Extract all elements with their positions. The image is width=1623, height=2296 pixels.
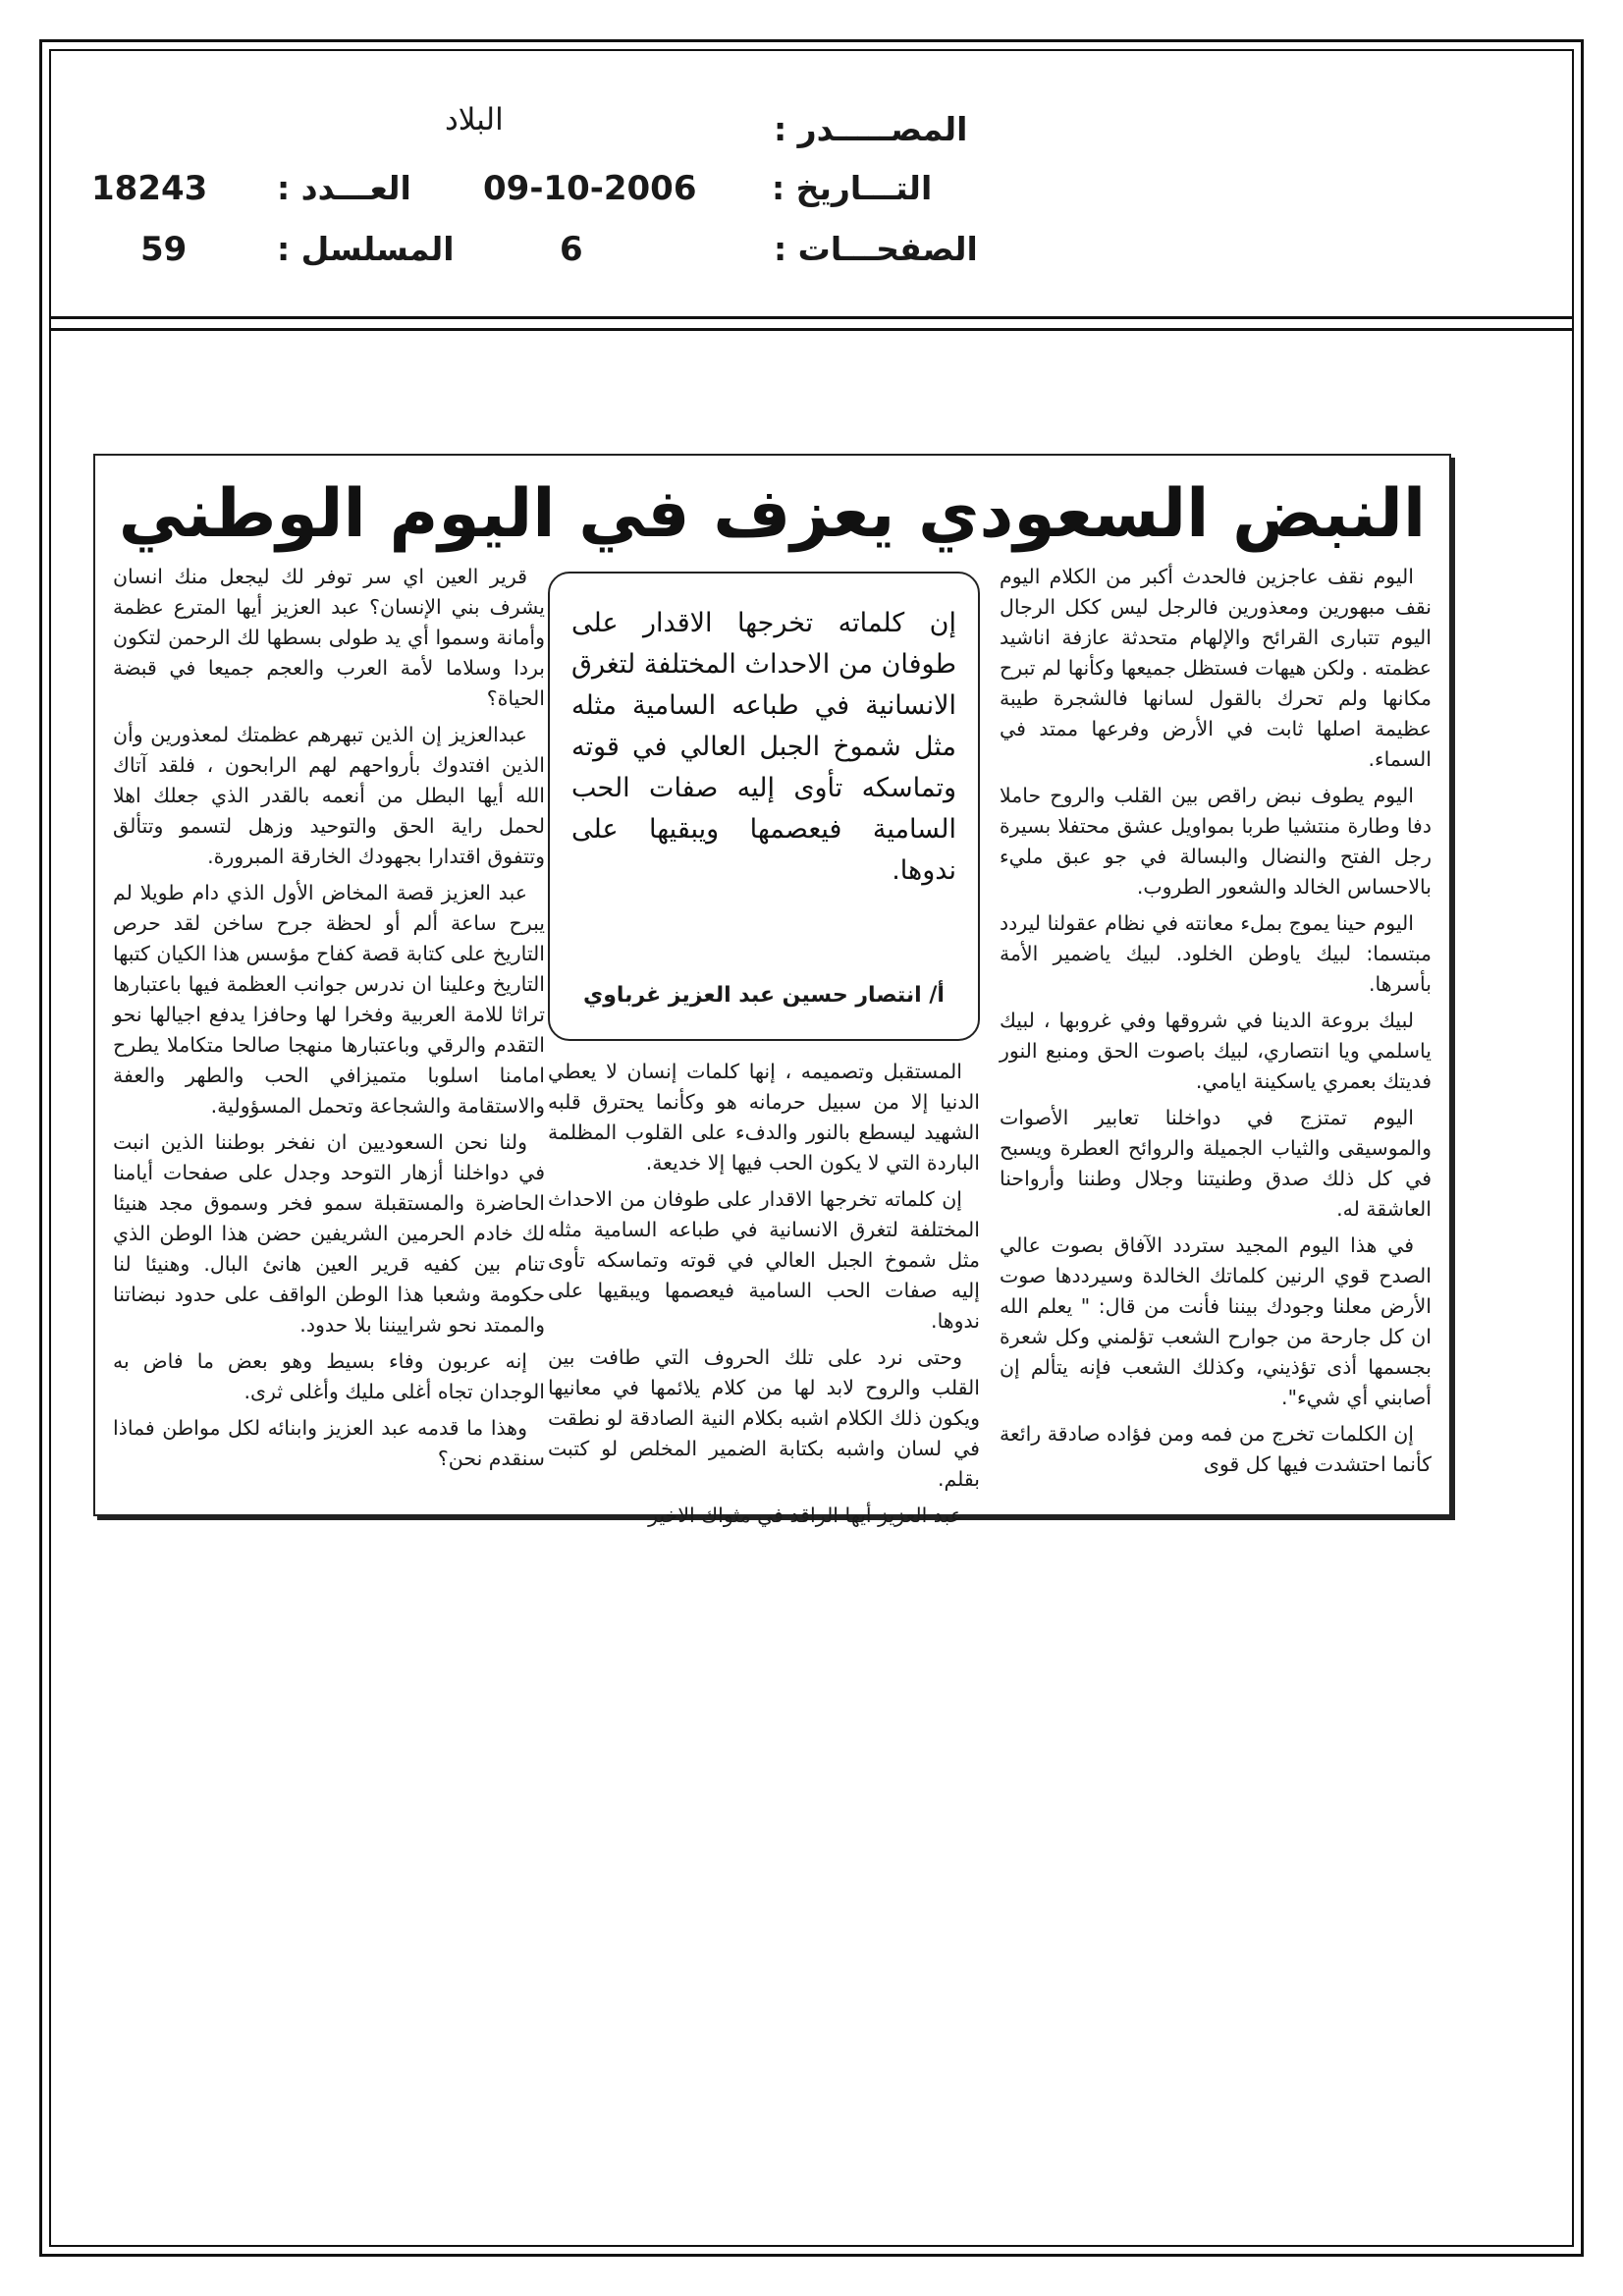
paragraph: اليوم حينا يموج بملء معانته في نظام عقولنا ليردد مبتسما: لبيك ياوطن الخلود. لبيك ياضمير الأمة بأسرها. — [1000, 911, 1432, 996]
paragraph: اليوم نقف عاجزين فالحدث أكبر من الكلام اليوم نقف مبهورين ومعذورين فالرجل ليس ككل الرجال اليوم تتبارى القرائح والإلهام متحدثة عازفة اناشيد عظمته . ولكن هيهات فستظل جميعها وكأنها لم تبرح مكانها ولم تحرك بالقول لسانها فالشجرة طيبة عظيمة اصلها ثابت في الأرض وفرعها ممتد في السماء. — [1000, 565, 1432, 771]
article-column-right — [1000, 562, 1432, 1486]
serial-value: 59 — [140, 230, 188, 269]
header-divider-secondary — [49, 328, 1574, 331]
source-value: البلاد — [445, 102, 504, 137]
article-column-left — [113, 562, 545, 1480]
article-author: أ/ انتصار حسين عبد العزيز غرباوي — [583, 983, 945, 1008]
source-label: المصـــــدر : — [774, 110, 968, 148]
pull-quote-box — [548, 572, 980, 1041]
paragraph: ولنا نحن السعوديين ان نفخر بوطننا الذين انبت في دواخلنا أزهار التوحد وجدل على صفحات أيامنا الحاضرة والمستقبلة سمو فخر وسموق مجد هنيئا لك خادم الحرمين الشريفين حضن هذا الوطن الذي تنام بين كفيه قرير العين هانئ البال. وهنيئا لنا حكومة وشعبا هذا الوطن الواقف على حدود نبضاتنا والممتد نحو شراييننا بلا حدود. — [113, 1130, 545, 1337]
header-divider — [49, 316, 1574, 319]
serial-label: المسلسل : — [277, 230, 455, 268]
article-headline: النبض السعودي يعزف في اليوم الوطني — [118, 475, 1427, 553]
paragraph: إنه عربون وفاء بسيط وهو بعض ما فاض به الوجدان تجاه أغلى مليك وأغلى ثرى. — [113, 1349, 545, 1403]
clipping-shadow-right — [1451, 458, 1455, 1520]
paragraph: وهذا ما قدمه عبد العزيز وابنائه لكل مواطن فماذا سنقدم نحن؟ — [113, 1416, 545, 1470]
issue-label: العـــدد : — [277, 169, 411, 207]
paragraph: قرير العين اي سر توفر لك ليجعل منك انسان يشرف بني الإنسان؟ عبد العزيز أيها المترع عظمة وأمانة وسموا أي يد طولى بسطها لك الرحمن لتكون بردا وسلاما لأمة العرب والعجم جميعا في قبضة الحياة؟ — [113, 565, 545, 710]
article-column-middle — [548, 1057, 980, 1537]
paragraph: عبدالعزيز إن الذين تبهرهم عظمتك لمعذورين وأن الذين افتدوك بأرواحهم لهم الرابحون ، فلقد آتاك الله أيها البطل من أنعمه بالقدر الذي جعلك اهلا لحمل راية الحق والتوحيد وزهل لتسمو وتتألق وتتفوق اقتدارا بجهودك الخارقة المبرورة. — [113, 723, 545, 868]
paragraph: وحتى نرد على تلك الحروف التي طافت بين القلب والروح لابد لها من كلام يلائمها في معانيها ويكون ذلك الكلام اشبه بكلام النية الصادقة لو نطقت في لسان واشبه بكتابة الضمير المخلص لو كتبت بقلم. — [548, 1345, 980, 1491]
date-value: 09-10-2006 — [483, 169, 697, 208]
date-label: التـــاريخ : — [772, 169, 933, 207]
pull-quote-text: إن كلماته تخرجها الاقدار على طوفان من الاحداث المختلفة لتغرق الانسانية في طباعه السامية مثله مثل شموخ الجبل العالي في قوته وتماسكه تأوى إليه صفات الحب السامية فيعصمها ويبقيها على ندوها. — [571, 608, 956, 886]
paragraph: إن الكلمات تخرج من فمه ومن فؤاده صادقة رائعة كأنما احتشدت فيها كل قوى — [1000, 1422, 1432, 1476]
paragraph: اليوم تمتزج في دواخلنا تعابير الأصوات والموسيقى والثياب الجميلة والروائح العطرة ويسبح في كل ذلك صدق وطنيتنا وجلال وطننا وأرواحنا العاشقة له. — [1000, 1106, 1432, 1221]
pages-label: الصفحـــات : — [774, 230, 978, 268]
paragraph: في هذا اليوم المجيد ستردد الآفاق بصوت عالي الصدح قوي الرنين كلماتك الخالدة وسيرددها صوت الأرض معلنا وجودك بيننا فأنت من قال: " يعلم الله ان كل جارحة من جوارح الشعب تؤلمني وكل شعرة بجسمها أذى تؤذيني، وكذلك الشعب فإنه يتألم إن أصابني أي شيء". — [1000, 1233, 1432, 1409]
issue-value: 18243 — [91, 169, 208, 208]
pages-value: 6 — [560, 230, 583, 269]
paragraph: المستقبل وتصميمه ، إنها كلمات إنسان لا يعطي الدنيا إلا من سبيل حرمانه هو وكأنما يحترق قلبه الشهيد ليسطع بالنور والدفء على القلوب المظلمة الباردة التي لا يكون الحب فيها إلا خديعة. — [548, 1060, 980, 1175]
paragraph: عبد العزيز أيها الراقد في مثواك الاخير — [648, 1503, 962, 1527]
newspaper-clipping — [93, 454, 1451, 1527]
paragraph: عبد العزيز قصة المخاض الأول الذي دام طويلا لم يبرح ساعة ألم أو لحظة جرح ساخن لقد حرص التاريخ على كتابة قصة كفاح مؤسس هذا الكيان كتبها التاريخ وعلينا ان ندرس جوانب العظمة فيها باعتبارها تراثا للامة العربية وفخرا لها وحافزا يدفع اجيالها نحو التقدم والرقي وباعتبارها منهجا صالحا متكاملا يطرح امامنا اسلوبا متميزافي الحب والطهر والعفة والاستقامة والشجاعة وتحمل المسؤولية. — [113, 881, 545, 1118]
paragraph: إن كلماته تخرجها الاقدار على طوفان من الاحداث المختلفة لتغرق الانسانية في طباعه السامية مثله مثل شموخ الجبل العالي في قوته وتماسكه تأوى إليه صفات الحب السامية فيعصمها ويبقيها على ندوها. — [548, 1187, 980, 1333]
paragraph: اليوم يطوف نبض راقص بين القلب والروح حاملا دفا وطارة منتشيا طربا بمواويل عشق محتفلا بسيرة رجل الفتح والنضال والبسالة في جو عبق مليء بالاحساس الخالد والشعور الطروب. — [1000, 784, 1432, 899]
paragraph: لبيك بروعة الدينا في شروقها وفي غروبها ، لبيك ياسلمي ويا انتصاري، لبيك باصوت الحق ومنبع النور فديتك بعمري ياسكينة ايامي. — [1000, 1009, 1432, 1093]
